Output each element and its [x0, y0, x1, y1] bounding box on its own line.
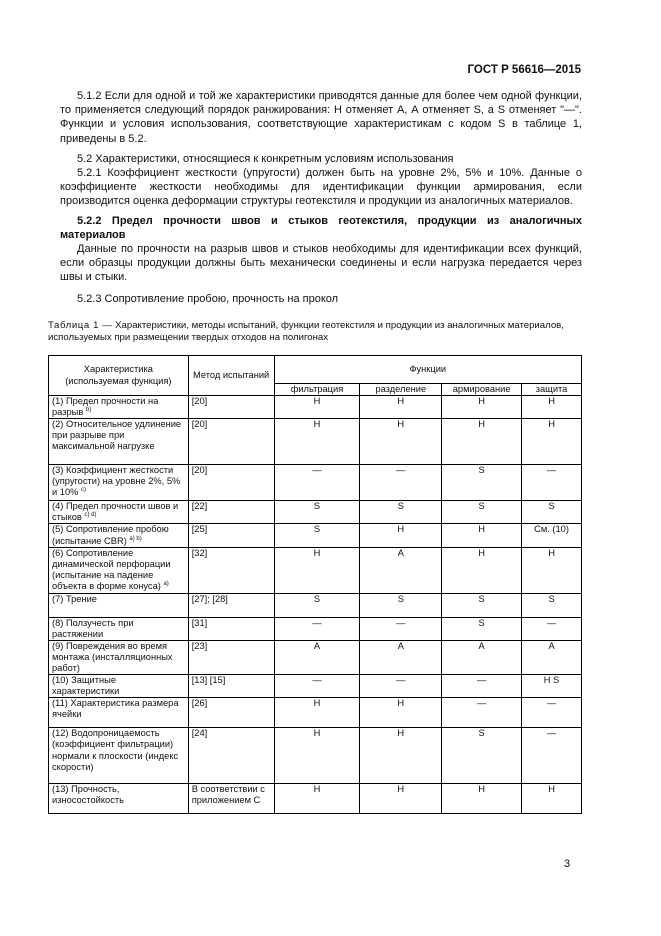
cell-filtration: А	[274, 640, 360, 674]
cell-method: [23]	[188, 640, 274, 674]
characteristic-text: (13) Прочность, износостойкость	[52, 784, 124, 806]
cell-characteristic	[49, 698, 189, 728]
cell-filtration: S	[274, 524, 360, 547]
table-row	[49, 698, 582, 728]
characteristic-text: (7) Трение	[52, 593, 97, 604]
cell-filtration: Н	[274, 547, 360, 593]
cell-separation: S	[360, 593, 442, 617]
cell-separation: Н	[360, 419, 442, 465]
cell-separation: S	[360, 501, 442, 524]
cell-separation: Н	[360, 396, 442, 419]
cell-reinforcement: —	[442, 675, 522, 698]
characteristic-text: (3) Коэффициент жесткости (упругости) на уровне 2%, 5% и 10%	[52, 465, 181, 498]
cell-filtration: S	[274, 593, 360, 617]
characteristic-text: (12) Водопроницаемость (коэффициент фильтрации) нормали к плоскости (индекс скорости)	[52, 728, 179, 772]
cell-reinforcement: Н	[442, 784, 522, 814]
cell-protection: —	[522, 465, 582, 501]
table-row	[49, 593, 582, 617]
cell-method: [20]	[188, 419, 274, 465]
cell-method: [32]	[188, 547, 274, 593]
document-code-header: ГОСТ Р 56616—2015	[467, 64, 581, 76]
cell-reinforcement: S	[442, 593, 522, 617]
table-row	[49, 617, 582, 640]
cell-characteristic	[49, 547, 189, 593]
page-number: 3	[564, 858, 571, 870]
cell-reinforcement: S	[442, 465, 522, 501]
cell-separation: —	[360, 675, 442, 698]
cell-characteristic	[49, 728, 189, 784]
characteristic-text: (4) Предел прочности швов и стыков	[52, 501, 179, 523]
cell-reinforcement: Н	[442, 524, 522, 547]
cell-method: [22]	[188, 501, 274, 524]
characteristic-text: (8) Ползучесть при растяжении	[52, 617, 134, 639]
cell-characteristic	[49, 640, 189, 674]
cell-separation: А	[360, 640, 442, 674]
cell-method: [20]	[188, 396, 274, 419]
header-protection: защита	[522, 384, 582, 396]
cell-protection: —	[522, 617, 582, 640]
cell-protection: Н	[522, 396, 582, 419]
cell-reinforcement: Н	[442, 419, 522, 465]
cell-characteristic	[49, 465, 189, 501]
header-separation: разделение	[360, 384, 442, 396]
table-row	[49, 675, 582, 698]
table-row	[49, 640, 582, 674]
cell-reinforcement: Н	[442, 396, 522, 419]
cell-filtration: S	[274, 501, 360, 524]
cell-method: В соответствии с приложением С	[188, 784, 274, 814]
table-row	[49, 547, 582, 593]
cell-protection: А	[522, 640, 582, 674]
cell-reinforcement: S	[442, 617, 522, 640]
characteristics-table	[48, 355, 582, 814]
cell-method: [26]	[188, 698, 274, 728]
footnote-marker: c) d)	[84, 512, 97, 519]
header-functions: Функции	[274, 356, 581, 384]
characteristic-text: (6) Сопротивление динамической перфорации (испытание на падение объекта в форме конуса)	[52, 547, 171, 591]
cell-filtration: Н	[274, 396, 360, 419]
table-caption-number: Таблица 1 —	[48, 320, 113, 331]
cell-method: [13] [15]	[188, 675, 274, 698]
cell-filtration: —	[274, 465, 360, 501]
cell-filtration: —	[274, 675, 360, 698]
cell-filtration: Н	[274, 784, 360, 814]
cell-characteristic	[49, 593, 189, 617]
cell-characteristic	[49, 524, 189, 547]
cell-characteristic	[49, 617, 189, 640]
cell-protection: —	[522, 698, 582, 728]
cell-protection: Н	[522, 419, 582, 465]
cell-protection: —	[522, 728, 582, 784]
cell-separation: —	[360, 617, 442, 640]
cell-characteristic	[49, 419, 189, 465]
footnote-marker: a) b)	[129, 535, 142, 542]
cell-protection: Н	[522, 784, 582, 814]
cell-protection: См. (10)	[522, 524, 582, 547]
table-row	[49, 501, 582, 524]
table-caption-text: Характеристики, методы испытаний, функции геотекстиля и продукции из аналогичных материалов, используемых при размещении твердых отходов на полигонах	[48, 320, 564, 344]
cell-reinforcement: А	[442, 640, 522, 674]
characteristic-text: (11) Характеристика размера ячейки	[52, 698, 179, 720]
table-row	[49, 728, 582, 784]
header-characteristic: Характеристика (используемая функция)	[49, 356, 189, 396]
characteristic-text: (9) Повреждения во время монтажа (инсталляционных работ)	[52, 640, 173, 674]
cell-reinforcement: Н	[442, 547, 522, 593]
cell-method: [20]	[188, 465, 274, 501]
cell-reinforcement: —	[442, 698, 522, 728]
paragraph-5-2: 5.2 Характеристики, относящиеся к конкретным условиям использования	[77, 153, 454, 165]
cell-protection: Н	[522, 547, 582, 593]
table-row	[49, 465, 582, 501]
cell-separation: Н	[360, 524, 442, 547]
cell-separation: Н	[360, 698, 442, 728]
cell-characteristic	[49, 784, 189, 814]
cell-filtration: —	[274, 617, 360, 640]
paragraph-5-1-2: 5.1.2 Если для одной и той же характеристики приводятся данные для более чем одной функции, то применяется следующий порядок ранжирования: Н отменяет А, А отменяет S, а S отменяет "—". Функции и условия использования, соответствующие характеристикам с кодом S в таблице 1, приведены в 5.2.	[60, 90, 582, 145]
cell-protection: S	[522, 593, 582, 617]
cell-method: [31]	[188, 617, 274, 640]
cell-characteristic	[49, 675, 189, 698]
characteristic-text: (2) Относительное удлинение при разрыве при максимальной нагрузке	[52, 419, 182, 452]
paragraph-5-2-2-body: Данные по прочности на разрыв швов и стыков необходимы для идентификации всех функций, если образцы продукции должны быть механически соединены и если нагрузка передается через швы и стыки.	[60, 243, 582, 284]
table-row	[49, 419, 582, 465]
cell-separation: Н	[360, 784, 442, 814]
cell-method: [24]	[188, 728, 274, 784]
footnote-marker: a)	[163, 580, 169, 587]
table-row	[49, 396, 582, 419]
cell-method: [27]; [28]	[188, 593, 274, 617]
cell-filtration: Н	[274, 698, 360, 728]
cell-separation: Н	[360, 728, 442, 784]
cell-protection: S	[522, 501, 582, 524]
cell-filtration: Н	[274, 419, 360, 465]
paragraph-5-2-1: 5.2.1 Коэффициент жесткости (упругости) должен быть на уровне 2%, 5% и 10%. Данные о коэффициенте жесткости необходимы для идентификации функции армирования, если производится оценка деформации структуры геотекстиля и продукции из аналогичных материалов.	[60, 167, 582, 208]
characteristic-text: (10) Защитные характеристики	[52, 675, 120, 697]
footnote-marker: c)	[80, 487, 86, 494]
heading-5-2-2: 5.2.2 Предел прочности швов и стыков геотекстиля, продукции из аналогичных материалов	[60, 215, 582, 242]
cell-filtration: Н	[274, 728, 360, 784]
header-reinforcement: армирование	[442, 384, 522, 396]
table-row	[49, 784, 582, 814]
header-filtration: фильтрация	[274, 384, 360, 396]
cell-separation: А	[360, 547, 442, 593]
table-caption	[48, 320, 582, 345]
cell-reinforcement: S	[442, 501, 522, 524]
characteristic-text: (5) Сопротивление пробою (испытание CBR)	[52, 524, 169, 546]
characteristic-text: (1) Предел прочности на разрыв	[52, 396, 159, 418]
cell-method: [25]	[188, 524, 274, 547]
header-method: Метод испытаний	[188, 356, 274, 396]
cell-characteristic	[49, 501, 189, 524]
cell-characteristic	[49, 396, 189, 419]
cell-protection: Н S	[522, 675, 582, 698]
cell-separation: —	[360, 465, 442, 501]
cell-reinforcement: S	[442, 728, 522, 784]
table-row	[49, 524, 582, 547]
paragraph-5-2-3: 5.2.3 Сопротивление пробою, прочность на прокол	[77, 293, 339, 305]
footnote-marker: b)	[85, 407, 92, 414]
